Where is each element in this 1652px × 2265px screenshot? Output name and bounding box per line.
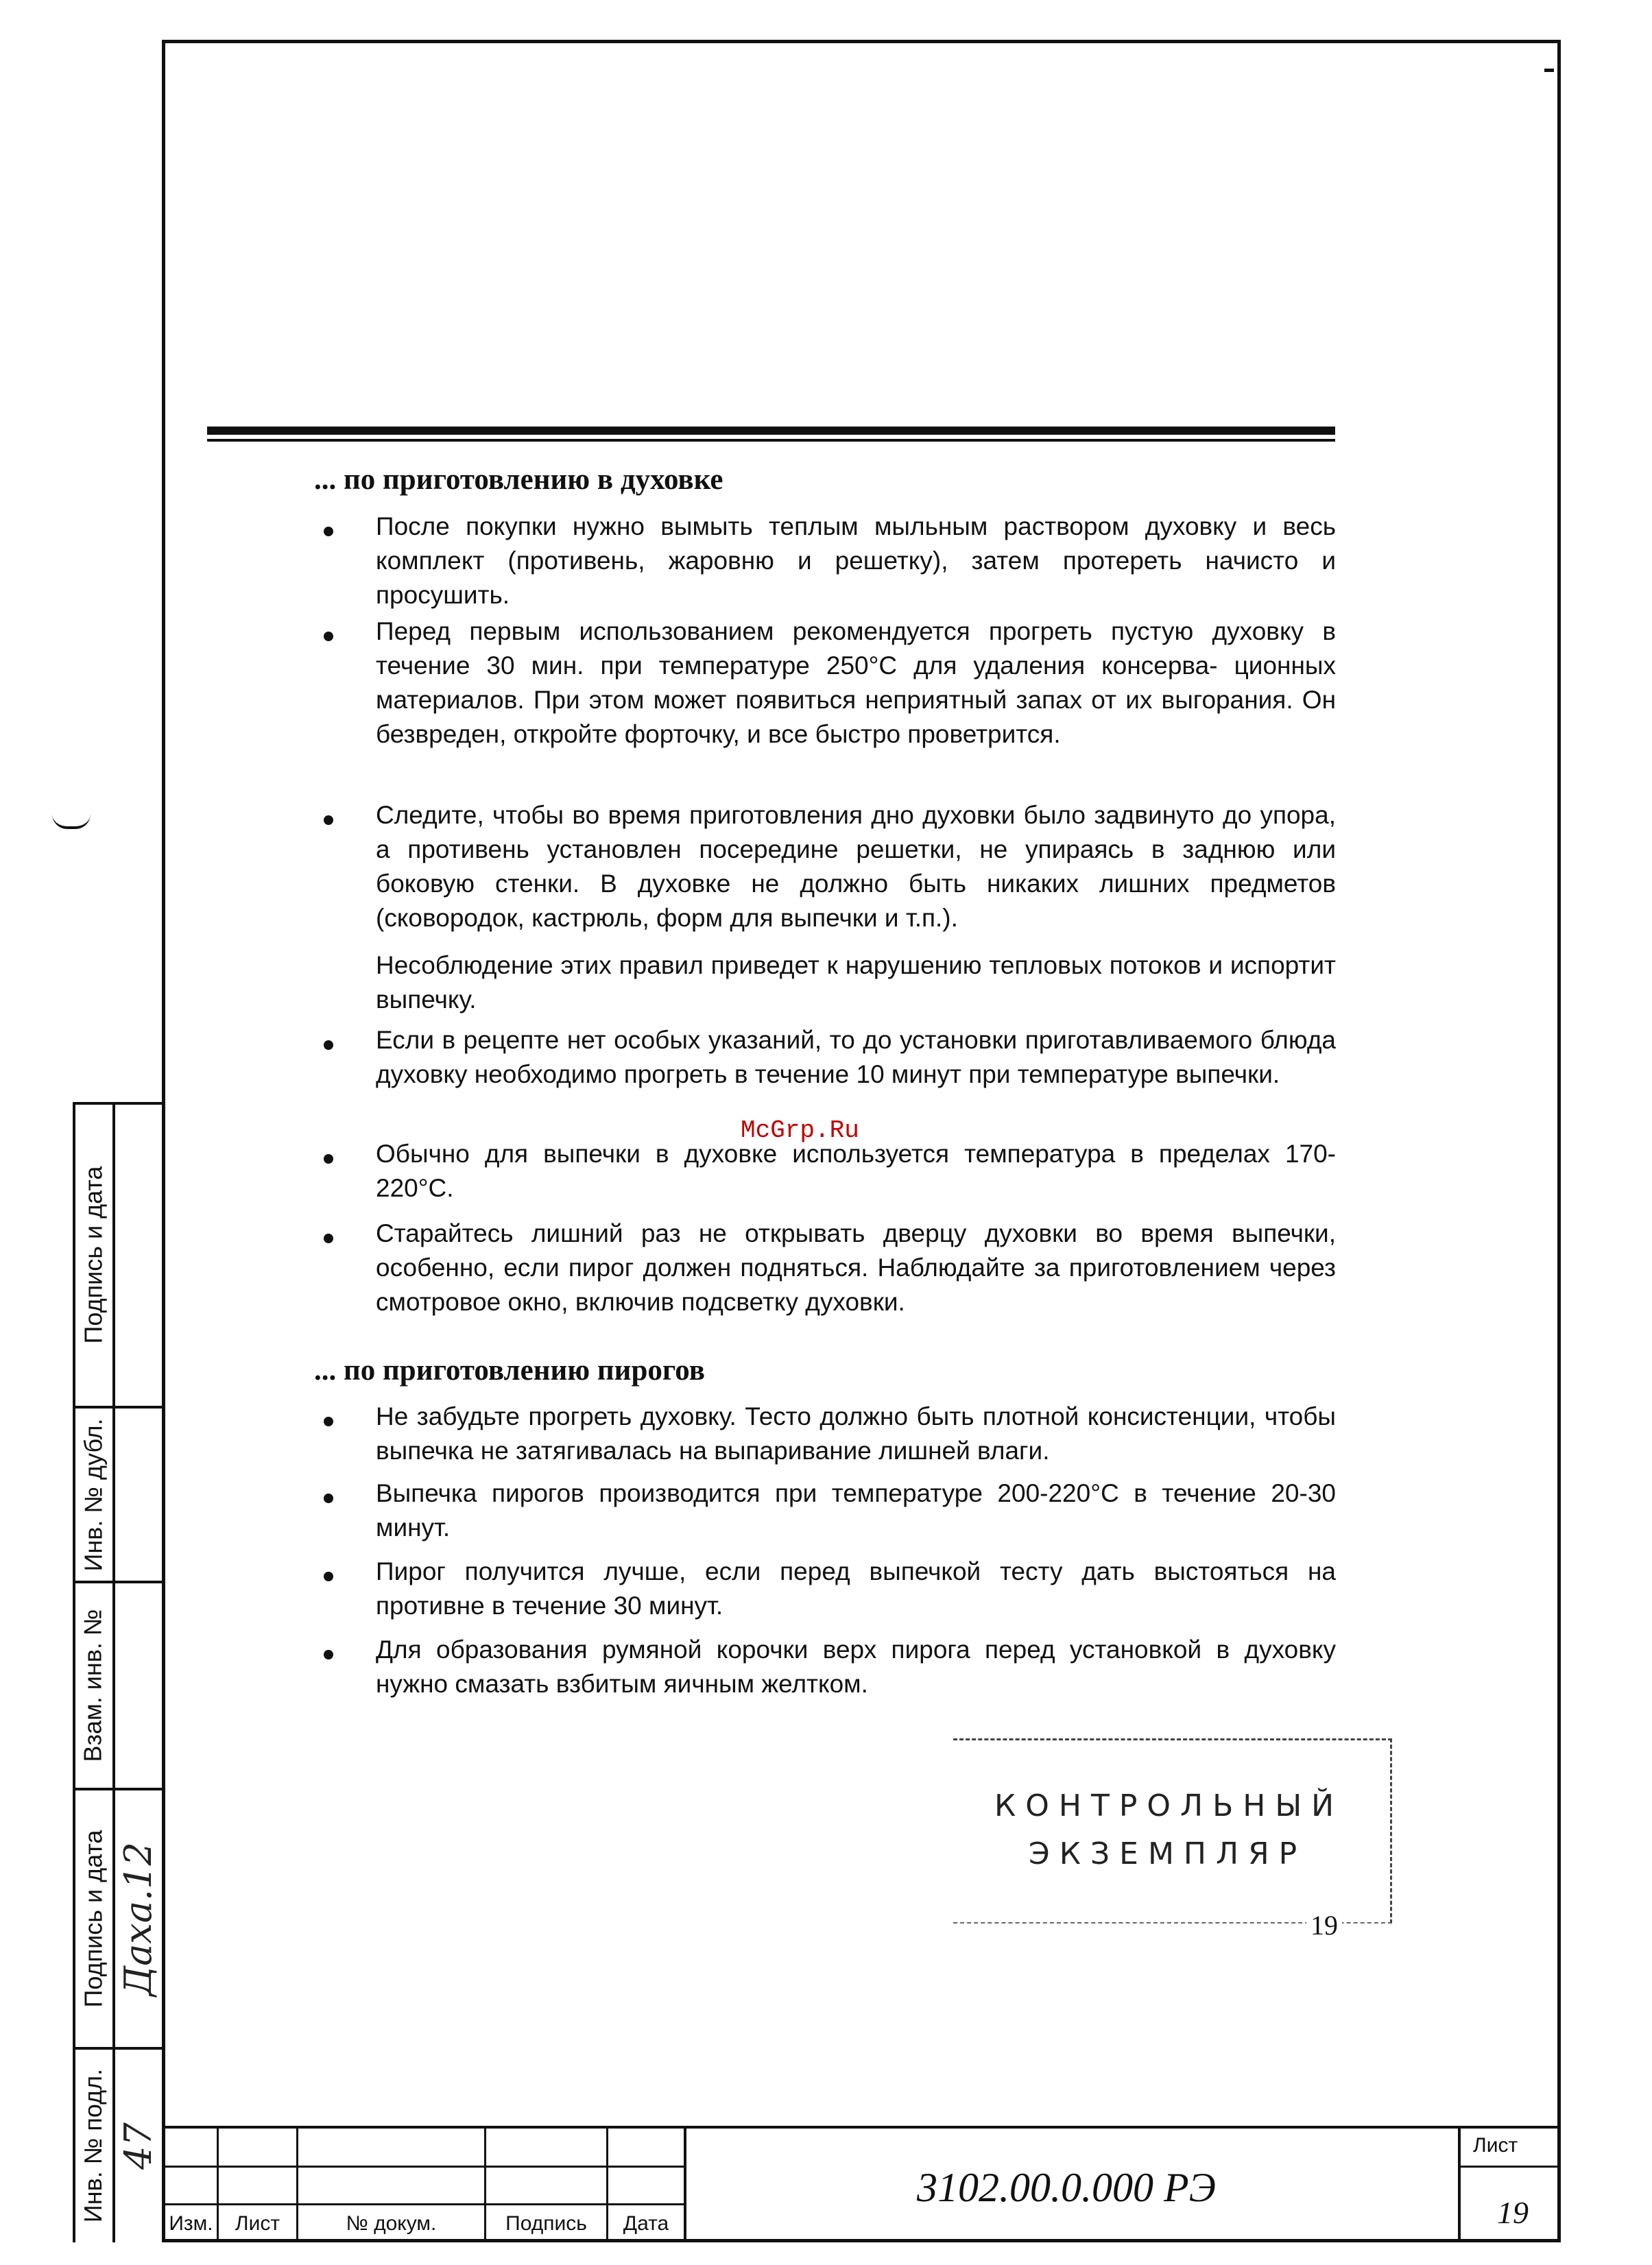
strip-label: Подпись и дата (79, 1166, 107, 1344)
bullet (324, 1154, 333, 1164)
stamp-line-2: ЭКЗЕМПЛЯР (1029, 1836, 1307, 1871)
title-block-cell: Подпись (505, 2212, 587, 2235)
list-item: Если в рецепте нет особых указаний, то до установки приготавливаемого блюда духовку необходимо прогреть в течение 10 минут при температуре выпечки. (376, 1026, 1336, 1088)
list-item: Для образования румяной корочки верх пирога перед установкой в духовку нужно смазать взбитым яичным желтком. (376, 1635, 1336, 1698)
list-item: Не забудьте прогреть духовку. Тесто должно быть плотной консистенции, чтобы выпечка не затягивалась на выпаривание лишней влаги. (376, 1402, 1336, 1465)
title-block-cell: Изм. (169, 2212, 213, 2235)
title-block-row (165, 2166, 686, 2168)
bullet (324, 1494, 333, 1503)
section-title-pies: ... по приготовлению пирогов (314, 1354, 705, 1387)
section-title-oven: ... по приготовлению в духовке (314, 464, 723, 496)
title-block-top (165, 2126, 1561, 2129)
scan-mark (52, 814, 91, 829)
strip-label: Инв. № дубл. (79, 1418, 107, 1571)
stamp-line-1: КОНТРОЛЬНЫЙ (994, 1788, 1344, 1823)
document-code: 3102.00.0.000 РЭ (917, 2164, 1216, 2210)
list-item: Перед первым использованием рекомендуется прогреть пустую духовку в течение 30 мин. при температуре 250°С для удаления консерва- ционных материалов. При этом может появиться неприятный запах от их выгорания. Он безвреден, откройте форточку, и все быстро проветрится. (376, 617, 1336, 748)
title-block-col (1458, 2126, 1461, 2242)
bullet (324, 1572, 333, 1581)
header-rule-thick (207, 427, 1335, 435)
sheet-number: 19 (1497, 2195, 1529, 2230)
sheet-label: Лист (1473, 2134, 1518, 2157)
list-item: Старайтесь лишний раз не открывать дверцу духовки во время выпечки, особенно, если пирог должен подняться. Наблюдайте за приготовлением через смотровое окно, включив подсветку духовки. (376, 1219, 1336, 1316)
handwritten-number: 47 (116, 2122, 160, 2170)
watermark: McGrp.Ru (741, 1116, 859, 1145)
control-copy-stamp (953, 1738, 1392, 1941)
list-item: Пирог получится лучше, если перед выпечкой тесту дать выстояться на противне в течение 30 минут. (376, 1557, 1336, 1620)
frame-mark (1544, 69, 1554, 72)
bullet (324, 1417, 333, 1426)
list-item: Следите, чтобы во время приготовления дно духовки было задвинуто до упора, а противень установлен посередине решетки, не упираясь в заднюю или боковую стенки. В духовке не должно быть никаких лишних предметов (сковородок, кастрюль, форм для выпечки и т.п.). (376, 801, 1336, 932)
strip-label: Подпись и дата (79, 1830, 107, 2008)
title-block-cell: № докум. (346, 2212, 437, 2235)
bullet (324, 527, 333, 536)
list-item: Обычно для выпечки в духовке используется температура в пределах 170-220°С. (376, 1140, 1336, 1202)
strip-label: Инв. № подл. (79, 2068, 107, 2223)
bullet (324, 1234, 333, 1243)
title-block-cell: Лист (235, 2212, 280, 2235)
bullet (324, 1650, 333, 1659)
bullet (324, 632, 333, 641)
strip-label: Взам. инв. № (79, 1609, 107, 1762)
list-item-note: Несоблюдение этих правил приведет к нарушению тепловых потоков и испортит выпечку. (376, 951, 1336, 1014)
title-block-cell: Дата (623, 2212, 669, 2235)
bullet (324, 1040, 333, 1050)
title-block-row (1458, 2166, 1561, 2168)
list-item: Выпечка пирогов производится при температуре 200-220°С в течение 20-30 минут. (376, 1479, 1336, 1542)
list-item: После покупки нужно вымыть теплым мыльным раствором духовку и весь комплект (противень, жаровню и решетку), затем протереть начисто и просушить. (376, 512, 1336, 609)
stamp-number: 19 (1306, 1909, 1342, 1941)
bullet (324, 815, 333, 825)
header-rule-thin (207, 439, 1335, 442)
handwritten-date: Даха.12 (116, 1841, 160, 1996)
